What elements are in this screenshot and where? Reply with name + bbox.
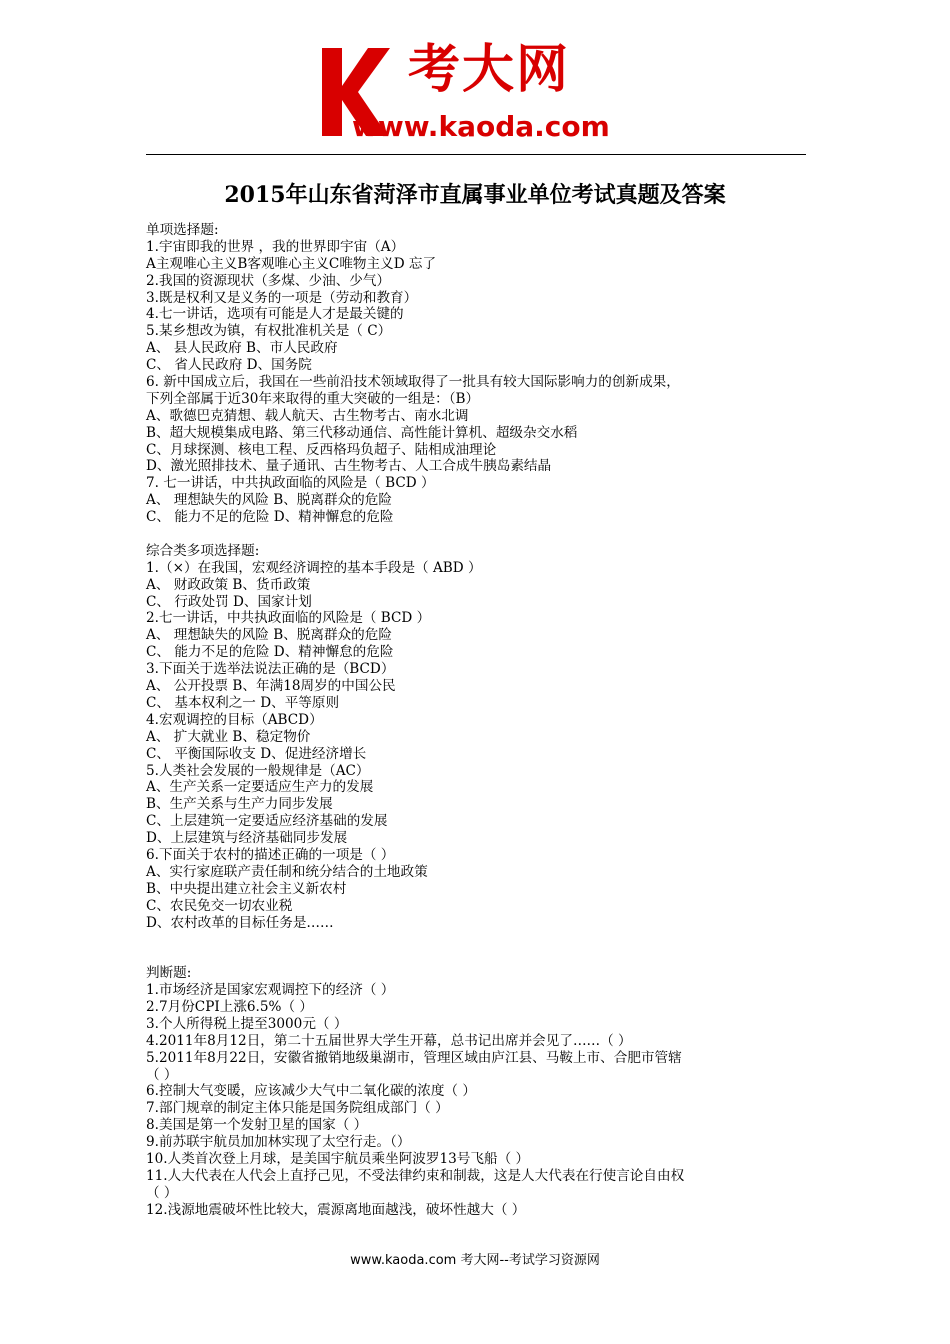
question-line: 1.（×）在我国，宏观经济调控的基本手段是（ ABD ） bbox=[146, 559, 482, 576]
question-line: B、超大规模集成电路、第三代移动通信、高性能计算机、超级杂交水稻 bbox=[146, 424, 578, 441]
question-line: 1.宇宙即我的世界 ，我的世界即宇宙（A） bbox=[146, 238, 405, 255]
question-line: 3.下面关于选举法说法正确的是（BCD） bbox=[146, 661, 395, 678]
question-line: C、 基本权利之一 D、平等原则 bbox=[146, 694, 340, 711]
question-line: 10.人类首次登上月球，是美国宇航员乘坐阿波罗13号飞船（ ） bbox=[146, 1150, 530, 1167]
question-line: 2.我国的资源现状（多煤、少油、少气） bbox=[146, 272, 391, 289]
question-line: A、生产关系一定要适应生产力的发展 bbox=[146, 779, 374, 796]
question-line: 3.既是权利又是义务的一项是（劳动和教育） bbox=[146, 289, 418, 306]
question-line: 6. 新中国成立后，我国在一些前沿技术领域取得了一批具有较大国际影响力的创新成果， bbox=[146, 374, 680, 391]
question-line: C、上层建筑一定要适应经济基础的发展 bbox=[146, 813, 388, 830]
question-line: 4.七一讲话，选项有可能是人才是最关键的 bbox=[146, 306, 404, 323]
header-divider bbox=[146, 154, 806, 155]
kaoda-logo bbox=[318, 38, 638, 148]
question-line: C、月球探测、核电工程、反西格玛负超子、陆相成油理论 bbox=[146, 441, 497, 458]
question-line: C、 省人民政府 D、国务院 bbox=[146, 357, 312, 374]
question-line: A、 财政政策 B、货币政策 bbox=[146, 576, 311, 593]
section-gap bbox=[146, 948, 810, 965]
question-line: 9.前苏联宇航员加加林实现了太空行走。（） bbox=[146, 1134, 411, 1151]
question-line: C、 能力不足的危险 D、精神懈怠的危险 bbox=[146, 644, 394, 661]
question-line: 6.下面关于农村的描述正确的一项是（ ） bbox=[146, 846, 395, 863]
question-line: 7.部门规章的制定主体只能是国务院组成部门（ ） bbox=[146, 1100, 449, 1117]
section-heading: 综合类多项选择题: bbox=[146, 542, 260, 559]
question-line: 2.7月份CPI上涨6.5%（ ） bbox=[146, 998, 313, 1015]
question-line: C、 平衡国际收支 D、促进经济增长 bbox=[146, 745, 367, 762]
question-line: 2.七一讲话，中共执政面临的风险是（ BCD ） bbox=[146, 610, 431, 627]
question-line: A、 理想缺失的风险 B、脱离群众的危险 bbox=[146, 627, 392, 644]
question-line: 5.某乡想改为镇，有权批准机关是（ C） bbox=[146, 323, 392, 340]
document-title: 2015年山东省菏泽市直属事业单位考试真题及答案 bbox=[224, 182, 726, 208]
question-line: 11.人大代表在人代会上直抒己见，不受法律约束和制裁，这是人大代表在行使言论自由权 bbox=[146, 1167, 685, 1184]
question-line: A、 公开投票 B、年满18周岁的中国公民 bbox=[146, 678, 396, 695]
question-line: B、生产关系与生产力同步发展 bbox=[146, 796, 333, 813]
section-gap bbox=[146, 526, 810, 543]
question-line: D、上层建筑与经济基础同步发展 bbox=[146, 830, 348, 847]
question-line: 下列全部属于近30年来取得的重大突破的一组是：（B） bbox=[146, 390, 480, 407]
question-line: （ ） bbox=[146, 1066, 178, 1083]
question-line: 5.人类社会发展的一般规律是（AC） bbox=[146, 762, 370, 779]
question-line: 7. 七一讲话，中共执政面临的风险是（ BCD ） bbox=[146, 475, 435, 492]
question-line: 4.2011年8月12日，第二十五届世界大学生开幕，总书记出席并会见了……（ ） bbox=[146, 1032, 632, 1049]
logo-url-text: www.kaoda.com bbox=[352, 110, 610, 143]
question-line: C、 行政处罚 D、国家计划 bbox=[146, 593, 312, 610]
question-line: B、中央提出建立社会主义新农村 bbox=[146, 880, 347, 897]
question-line: A、 县人民政府 B、市人民政府 bbox=[146, 340, 338, 357]
question-line: 1.市场经济是国家宏观调控下的经济（ ） bbox=[146, 982, 395, 999]
question-line: 4.宏观调控的目标（ABCD） bbox=[146, 711, 323, 728]
page-footer: www.kaoda.com 考大网--考试学习资源网 bbox=[350, 1253, 600, 1268]
section-gap bbox=[146, 931, 810, 948]
question-line: 12.浅源地震破坏性比较大，震源离地面越浅，破坏性越大（ ） bbox=[146, 1201, 526, 1218]
question-line: D、激光照排技术、量子通讯、古生物考古、人工合成牛胰岛素结晶 bbox=[146, 458, 552, 475]
section-heading: 判断题: bbox=[146, 965, 192, 982]
question-line: C、农民免交一切农业税 bbox=[146, 897, 293, 914]
logo-brand-text: 考大网 bbox=[408, 40, 571, 100]
question-line: A、实行家庭联产责任制和统分结合的土地政策 bbox=[146, 863, 428, 880]
question-line: A主观唯心主义B客观唯心主义C唯物主义D 忘了 bbox=[146, 255, 437, 272]
question-line: 6.控制大气变暖，应该减少大气中二氧化碳的浓度（ ） bbox=[146, 1083, 476, 1100]
section-heading: 单项选择题: bbox=[146, 222, 219, 238]
question-line: A、歌德巴克猜想、载人航天、古生物考古、南水北调 bbox=[146, 407, 469, 424]
document-body bbox=[146, 222, 810, 1219]
question-line: 8.美国是第一个发射卫星的国家（ ） bbox=[146, 1117, 368, 1134]
question-line: （ ） bbox=[146, 1184, 178, 1201]
question-line: A、 扩大就业 B、稳定物价 bbox=[146, 728, 311, 745]
question-line: A、 理想缺失的风险 B、脱离群众的危险 bbox=[146, 492, 392, 509]
question-line: 5.2011年8月22日，安徽省撤销地级巢湖市，管理区域由庐江县、马鞍上市、合肥市管辖 bbox=[146, 1049, 682, 1066]
question-line: C、 能力不足的危险 D、精神懈怠的危险 bbox=[146, 509, 394, 526]
question-line: D、农村改革的目标任务是…… bbox=[146, 914, 334, 931]
question-line: 3.个人所得税上提至3000元（ ） bbox=[146, 1015, 348, 1032]
